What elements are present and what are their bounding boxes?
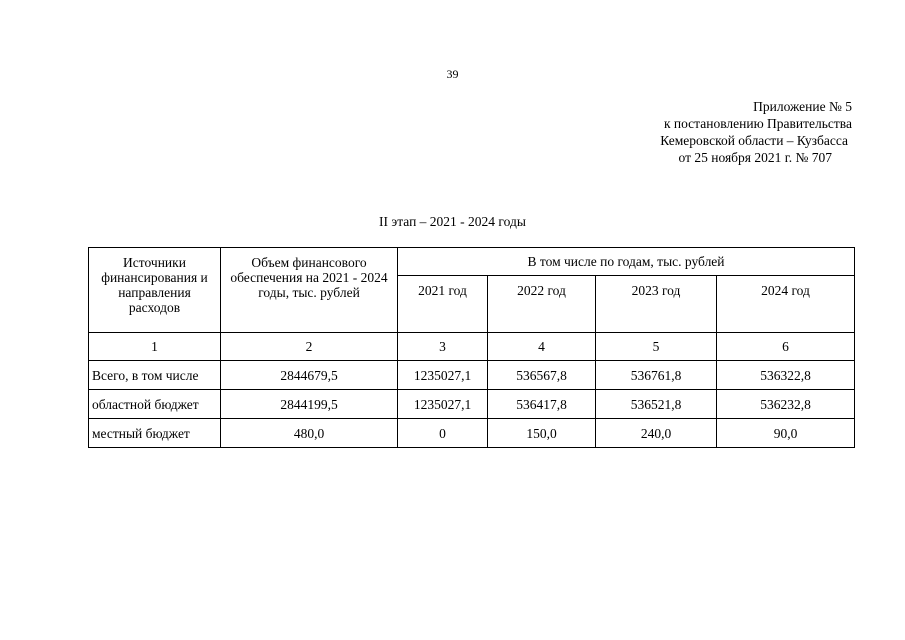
- appendix-line-2: к постановлению Правительства: [663, 116, 852, 131]
- header-sources: Источники финансирования и направления расходов: [89, 248, 221, 333]
- table-row: [89, 361, 855, 390]
- column-number: 2: [221, 333, 398, 361]
- cell-2023: 536761,8: [596, 361, 717, 390]
- row-label: местный бюджет: [89, 419, 221, 448]
- appendix-line-1: Приложение № 5: [753, 99, 852, 114]
- appendix-block: [620, 98, 852, 166]
- appendix-line-3: Кемеровской области – Кузбасса: [660, 133, 848, 148]
- cell-2022: 536417,8: [488, 390, 596, 419]
- table-row: [89, 419, 855, 448]
- header-year-2024: 2024 год: [717, 276, 855, 333]
- cell-2024: 90,0: [717, 419, 855, 448]
- column-number-row: [89, 333, 855, 361]
- cell-2024: 536232,8: [717, 390, 855, 419]
- cell-total: 480,0: [221, 419, 398, 448]
- column-number: 4: [488, 333, 596, 361]
- page-number: 39: [446, 67, 459, 81]
- cell-2023: 536521,8: [596, 390, 717, 419]
- financing-table: [88, 247, 855, 448]
- header-year-2023: 2023 год: [596, 276, 717, 333]
- header-by-years: В том числе по годам, тыс. рублей: [398, 248, 855, 276]
- appendix-line-4: от 25 ноября 2021 г. № 707: [678, 150, 832, 165]
- row-label: Всего, в том числе: [89, 361, 221, 390]
- header-row: [89, 248, 855, 276]
- cell-2024: 536322,8: [717, 361, 855, 390]
- column-number: 1: [89, 333, 221, 361]
- stage-title: II этап – 2021 - 2024 годы: [379, 214, 526, 229]
- column-number: 5: [596, 333, 717, 361]
- cell-2022: 150,0: [488, 419, 596, 448]
- cell-total: 2844199,5: [221, 390, 398, 419]
- column-number: 3: [398, 333, 488, 361]
- cell-total: 2844679,5: [221, 361, 398, 390]
- cell-2021: 1235027,1: [398, 361, 488, 390]
- cell-2022: 536567,8: [488, 361, 596, 390]
- cell-2021: 1235027,1: [398, 390, 488, 419]
- header-year-2022: 2022 год: [488, 276, 596, 333]
- header-year-2021: 2021 год: [398, 276, 488, 333]
- row-label: областной бюджет: [89, 390, 221, 419]
- cell-2021: 0: [398, 419, 488, 448]
- table-row: [89, 390, 855, 419]
- cell-2023: 240,0: [596, 419, 717, 448]
- header-volume: Объем финансового обеспечения на 2021 - 2024 годы, тыс. рублей: [221, 248, 398, 333]
- column-number: 6: [717, 333, 855, 361]
